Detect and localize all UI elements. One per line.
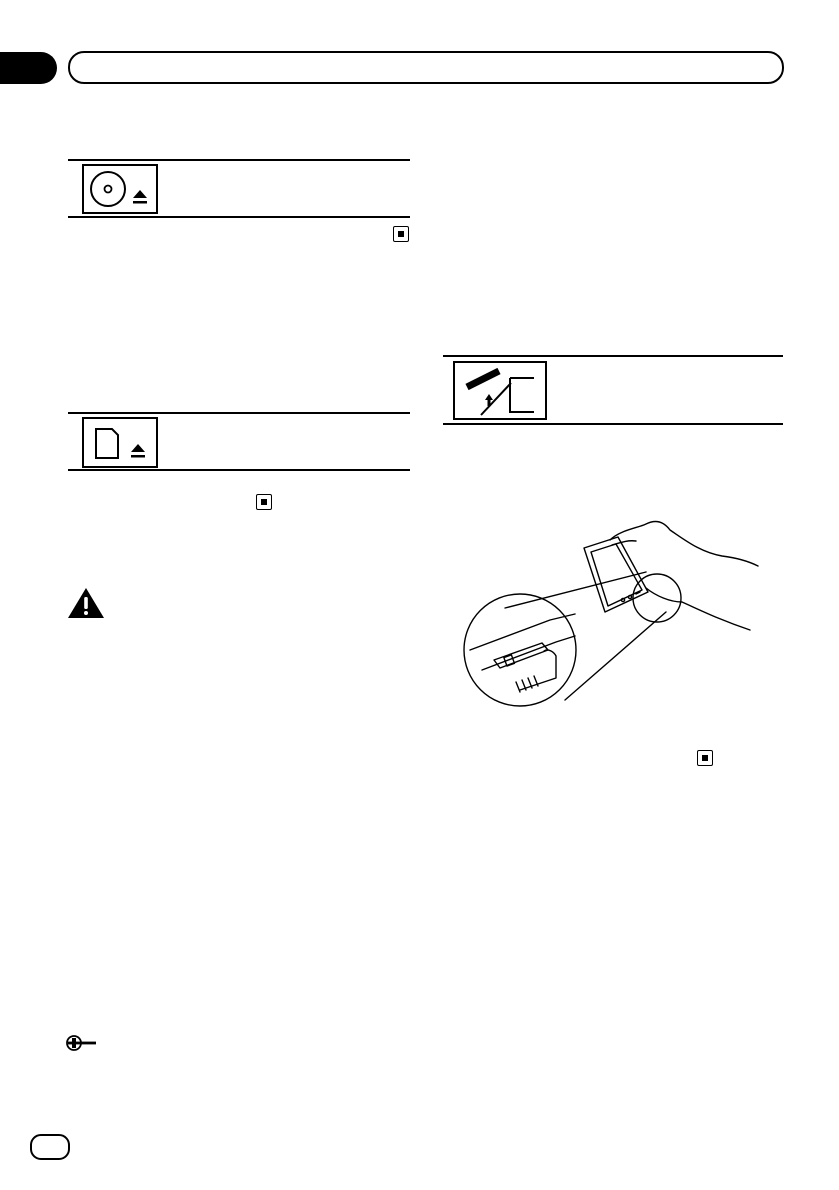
important-note-icon xyxy=(64,1034,98,1052)
disc-eject-button-graphic xyxy=(82,164,158,214)
divider-bottom xyxy=(443,423,783,425)
end-of-section-icon xyxy=(697,750,713,766)
warning-triangle-icon xyxy=(67,587,105,619)
tilt-release-graphic xyxy=(453,361,547,420)
sd-eject-button-graphic xyxy=(82,417,158,468)
tilt-release-illustration xyxy=(460,510,770,715)
chapter-tab xyxy=(0,52,57,84)
end-of-section-icon xyxy=(256,494,272,510)
screen-tilt-release-icon xyxy=(455,363,545,418)
sd-card-eject-icon xyxy=(84,419,156,466)
page-number-badge xyxy=(30,1134,70,1160)
divider-top xyxy=(68,159,410,161)
divider-bottom xyxy=(68,216,410,218)
divider-bottom xyxy=(68,469,410,471)
divider-top xyxy=(68,412,410,414)
end-of-section-icon xyxy=(393,226,409,242)
section-header-bar xyxy=(68,51,784,84)
divider-top xyxy=(443,355,783,357)
disc-eject-icon xyxy=(84,166,156,212)
